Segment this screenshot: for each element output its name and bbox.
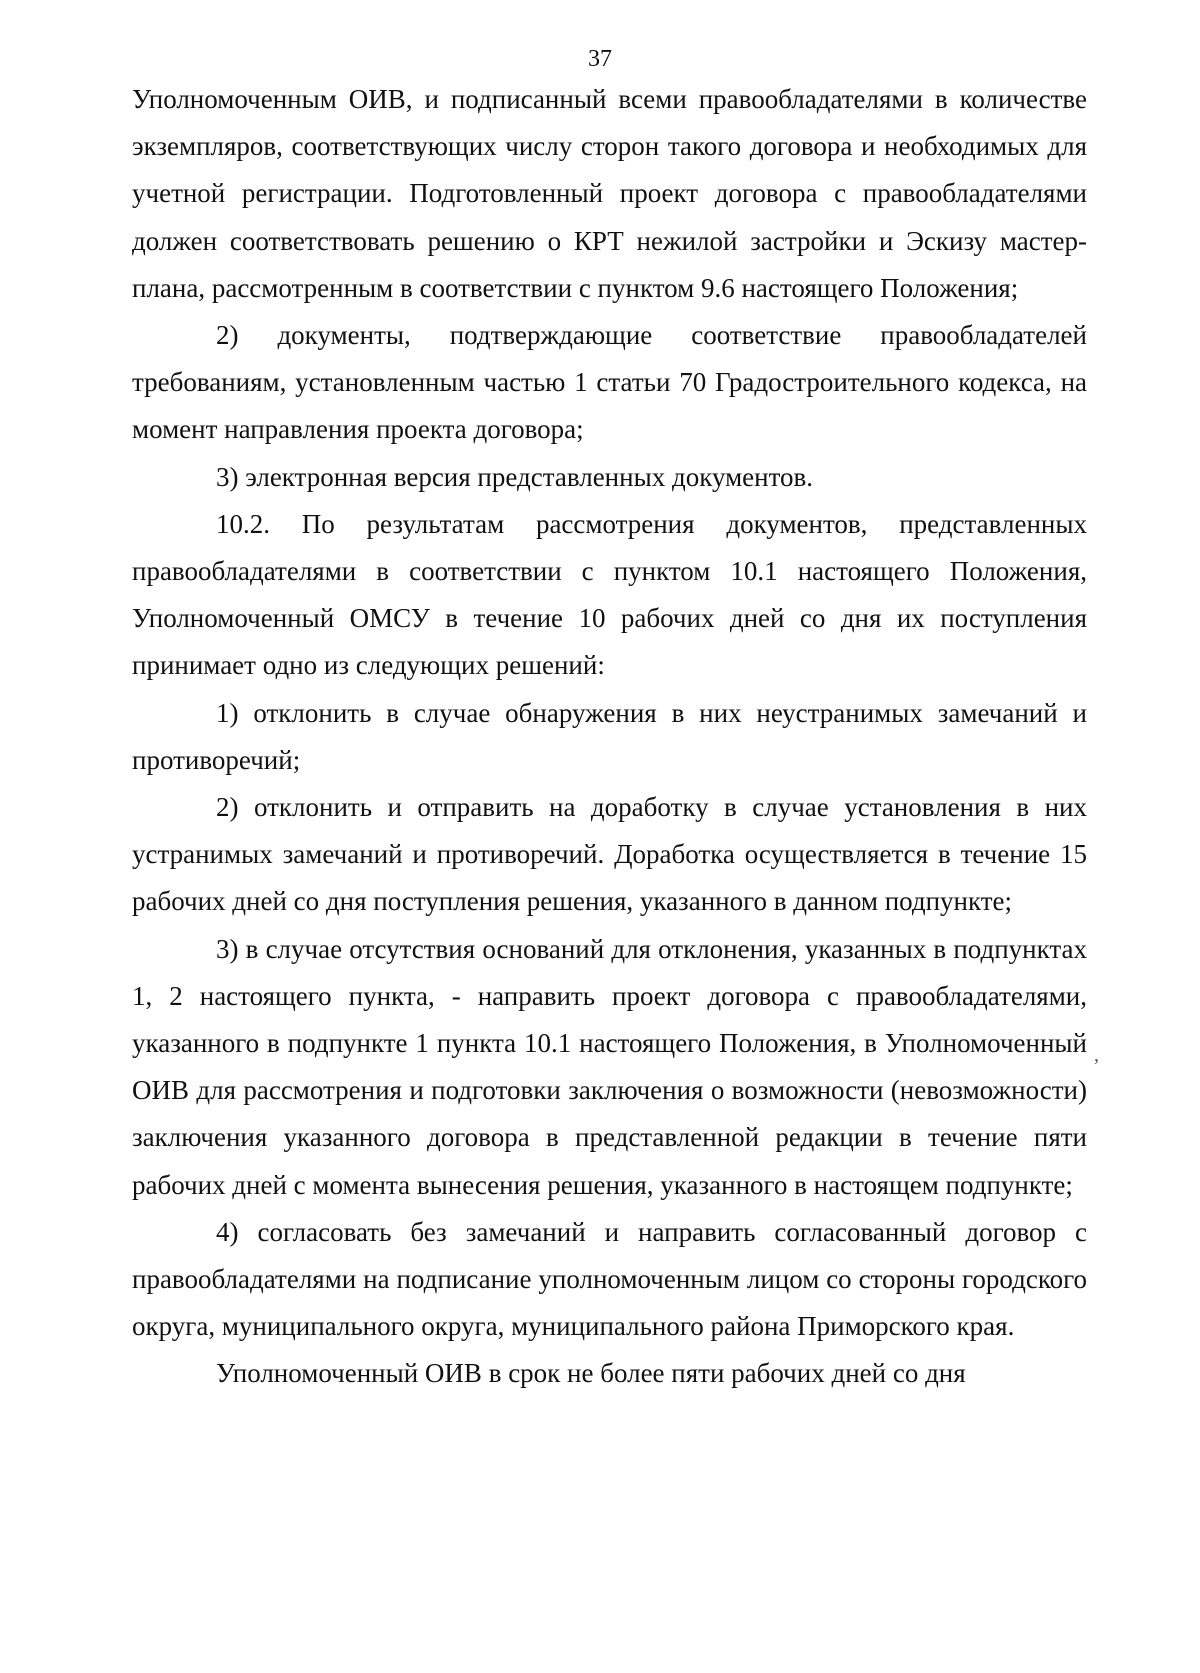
decision-item-2: 2) отклонить и отправить на доработку в случае установления в них устранимых замечаний и противоречий. Доработка осуществляется в течение 15 рабочих дней со дня поступления решения, указанного в данном подпункте; [132,792,1087,917]
scan-speck: ‚ [1093,1044,1100,1066]
decision-item-4: 4) согласовать без замечаний и направить согласованный договор с правообладателями на подписание уполномоченным лицом со стороны городского округа, муниципального округа, муниципального района Приморского края. [132,1216,1087,1342]
list-item-electronic-version: 3) электронная версия представленных документов. [216,461,814,492]
paragraph-continuation: Уполномоченным ОИВ, и подписанный всеми правообладателями в количестве экземпляров, соответствующих числу сторон такого договора и необходимых для учетной регистрации. Подготовленный проект договора с правообладателями должен соответствовать решению о КРТ нежилой застройки и Эскизу мастер-плана, рассмотренным в соответствии с пунктом 9.6 настоящего Положения; [132,84,1087,303]
document-body [132,76,1087,1398]
decision-item-1: 1) отклонить в случае обнаружения в них неустранимых замечаний и противоречий; [132,697,1087,775]
paragraph-final: Уполномоченный ОИВ в срок не более пяти рабочих дней со дня [216,1358,966,1389]
clause-10-2: 10.2. По результатам рассмотрения документов, представленных правообладателями в соответствии с пунктом 10.1 настоящего Положения, Уполномоченный ОМСУ в течение 10 рабочих дней со дня их поступления принимает одно из следующих решений: [132,508,1087,681]
page-number: 37 [588,46,612,72]
list-item-documents: 2) документы, подтверждающие соответствие правообладателей требованиям, установленным частью 1 статьи 70 Градостроительного кодекса, на момент направления проекта договора; [132,320,1087,445]
decision-item-3: 3) в случае отсутствия оснований для отклонения, указанных в подпунктах 1, 2 настоящего пункта, - направить проект договора с правообладателями, указанного в подпункте 1 пункта 10.1 настоящего Положения, в Уполномоченный ОИВ для рассмотрения и подготовки заключения о возможности (невозможности) заключения указанного договора в представленной редакции в течение пяти рабочих дней с момента вынесения решения, указанного в настоящем подпункте; [132,933,1087,1200]
